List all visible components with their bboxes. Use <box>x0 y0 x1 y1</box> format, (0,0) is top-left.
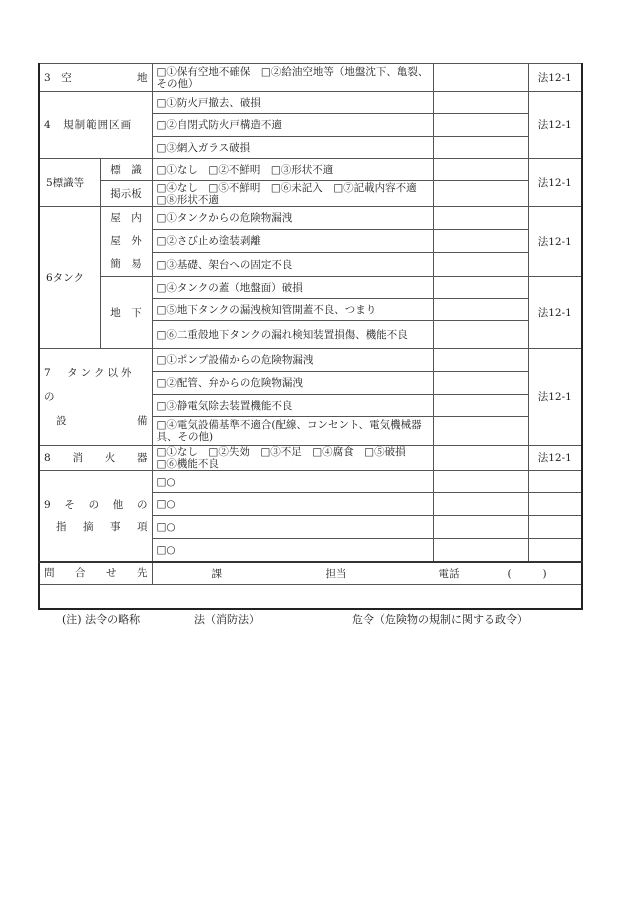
row-section-6 <box>39 207 582 230</box>
checklist-item[interactable]: □○ <box>152 493 433 516</box>
label-text: 項 <box>137 520 148 533</box>
footnote <box>62 611 528 663</box>
section-6-label: 6タンク <box>39 207 100 349</box>
phone-field-label: 電話 <box>438 567 460 580</box>
remarks-cell[interactable] <box>433 114 528 137</box>
section-4-label: 4 規制範囲区画 <box>39 92 152 159</box>
label-text: 設 <box>56 415 67 427</box>
checklist-item[interactable]: □①ポンプ設備からの危険物漏洩 <box>152 349 433 372</box>
sub-label: 標 識 <box>100 159 152 181</box>
section-3-label <box>39 64 152 92</box>
law-reference: 法12-1 <box>528 92 582 159</box>
row-section-8 <box>39 446 582 471</box>
checklist-item[interactable]: □①なし □②失効 □③不足 □④腐食 □⑤破損 □⑥機能不良 <box>152 446 433 471</box>
section-number: 9 <box>44 498 51 511</box>
contact-details[interactable] <box>152 562 582 585</box>
remarks-cell[interactable] <box>433 321 528 349</box>
label-text: 摘 <box>83 520 94 533</box>
law-cell <box>528 516 582 539</box>
remarks-cell[interactable] <box>433 230 528 253</box>
checklist-item[interactable]: □③網入ガラス破損 <box>152 137 433 159</box>
label-text: 消 <box>72 452 83 464</box>
label-text: 先 <box>137 567 148 580</box>
section-number: 8 <box>44 452 51 464</box>
label-text: 地 <box>137 71 148 84</box>
section-8-label <box>39 446 152 471</box>
section-5-label: 5標識等 <box>39 159 100 207</box>
inspection-table <box>38 63 583 610</box>
row-section-6 <box>39 230 582 253</box>
label-text: そ <box>64 498 75 511</box>
law-reference: 法12-1 <box>528 207 582 277</box>
remarks-cell[interactable] <box>433 207 528 230</box>
inspection-form <box>38 63 581 610</box>
remarks-cell[interactable] <box>433 395 528 417</box>
remarks-cell[interactable] <box>433 446 528 471</box>
law-reference: 法12-1 <box>528 446 582 471</box>
phone-paren-open: ( <box>507 567 512 580</box>
checklist-item[interactable]: □⑥二重殻地下タンクの漏れ検知装置損傷、機能不良 <box>152 321 433 349</box>
label-text: 事 <box>110 520 121 533</box>
law-reference: 法12-1 <box>528 159 582 207</box>
sub-label: 屋 外 <box>100 230 152 253</box>
checklist-item[interactable]: □①タンクからの危険物漏洩 <box>152 207 433 230</box>
law-reference: 法12-1 <box>528 277 582 349</box>
checklist-item[interactable]: □③静電気除去装置機能不良 <box>152 395 433 417</box>
checklist-item[interactable]: □②配管、弁からの危険物漏洩 <box>152 372 433 395</box>
label-text: の <box>88 498 100 511</box>
law-cell <box>528 493 582 516</box>
label-text: の <box>137 498 148 511</box>
remarks-cell[interactable] <box>433 417 528 446</box>
checklist-item[interactable]: □④タンクの蓋（地盤面）破損 <box>152 277 433 299</box>
checklist-item[interactable]: □④なし □⑤不鮮明 □⑥未記入 □⑦記載内容不適 □⑧形状不適 <box>152 181 433 207</box>
checklist-item[interactable]: □○ <box>152 516 433 539</box>
remarks-cell[interactable] <box>433 372 528 395</box>
law-reference: 法12-1 <box>528 349 582 446</box>
label-text: せ <box>106 567 117 580</box>
section-9-label <box>39 471 152 562</box>
label-text: 指 <box>56 520 67 533</box>
person-field-label: 担当 <box>325 567 347 580</box>
sub-label: 地 下 <box>100 277 152 349</box>
law-cell <box>528 471 582 493</box>
sub-label: 屋 内 <box>100 207 152 230</box>
row-section-3 <box>39 64 582 92</box>
label-text: 備 <box>137 415 148 427</box>
checklist-item[interactable]: □○ <box>152 539 433 562</box>
sub-label: 掲示板 <box>100 181 152 207</box>
label-text: 他 <box>112 498 124 511</box>
checklist-item[interactable]: □④電気設備基準不適合(配線、コンセント、電気機械器具、その他) <box>152 417 433 446</box>
footnote-law: 法（消防法） <box>194 613 260 626</box>
remarks-cell[interactable] <box>433 181 528 207</box>
footnote-order: 危令（危険物の規制に関する政令） <box>352 613 528 626</box>
row-section-9 <box>39 471 582 493</box>
row-section-5 <box>39 159 582 181</box>
row-section-4 <box>39 92 582 114</box>
remarks-cell[interactable] <box>433 493 528 516</box>
sub-label: 簡 易 <box>100 253 152 277</box>
checklist-item[interactable]: □①保有空地不確保 □②給油空地等（地盤沈下、亀裂、その他） <box>152 64 433 92</box>
remarks-cell[interactable] <box>433 159 528 181</box>
row-contact-blank <box>39 585 582 609</box>
section-7-label <box>39 349 152 446</box>
section-number: 3 <box>44 71 51 84</box>
footnote-note: (注) 法令の略称 <box>62 613 141 626</box>
section-field-label: 課 <box>211 567 222 580</box>
checklist-item[interactable]: □②自閉式防火戸構造不適 <box>152 114 433 137</box>
remarks-cell[interactable] <box>433 92 528 114</box>
label-text: 合 <box>75 567 86 580</box>
label-text: 問 <box>44 567 55 580</box>
contact-label <box>39 562 152 585</box>
checklist-item[interactable]: □③基礎、架台への固定不良 <box>152 253 433 277</box>
checklist-item[interactable]: □②さび止め塗装剥離 <box>152 230 433 253</box>
law-reference: 法12-1 <box>528 64 582 92</box>
remarks-cell[interactable] <box>433 253 528 277</box>
remarks-cell[interactable] <box>433 137 528 159</box>
row-section-5 <box>39 181 582 207</box>
checklist-item[interactable]: □①なし □②不鮮明 □③形状不適 <box>152 159 433 181</box>
row-section-7 <box>39 349 582 372</box>
contact-blank-field[interactable] <box>39 585 582 609</box>
remarks-cell[interactable] <box>433 539 528 562</box>
label-text: 空 <box>61 71 72 84</box>
label-text: 火 <box>104 452 116 464</box>
row-section-6 <box>39 253 582 277</box>
row-section-6 <box>39 277 582 299</box>
remarks-cell[interactable] <box>433 299 528 321</box>
law-cell <box>528 539 582 562</box>
checklist-item[interactable]: □⑤地下タンクの漏洩検知管開蓋不良、つまり <box>152 299 433 321</box>
row-contact <box>39 562 582 585</box>
remarks-cell[interactable] <box>433 349 528 372</box>
remarks-cell[interactable] <box>433 516 528 539</box>
checklist-item[interactable]: □○ <box>152 471 433 493</box>
label-text: 器 <box>136 452 148 464</box>
phone-paren-close: ) <box>542 567 547 580</box>
remarks-cell[interactable] <box>433 277 528 299</box>
checklist-item[interactable]: □①防火戸撤去、破損 <box>152 92 433 114</box>
remarks-cell[interactable] <box>433 64 528 92</box>
label-line: 7 タンク以外の <box>44 367 135 403</box>
remarks-cell[interactable] <box>433 471 528 493</box>
